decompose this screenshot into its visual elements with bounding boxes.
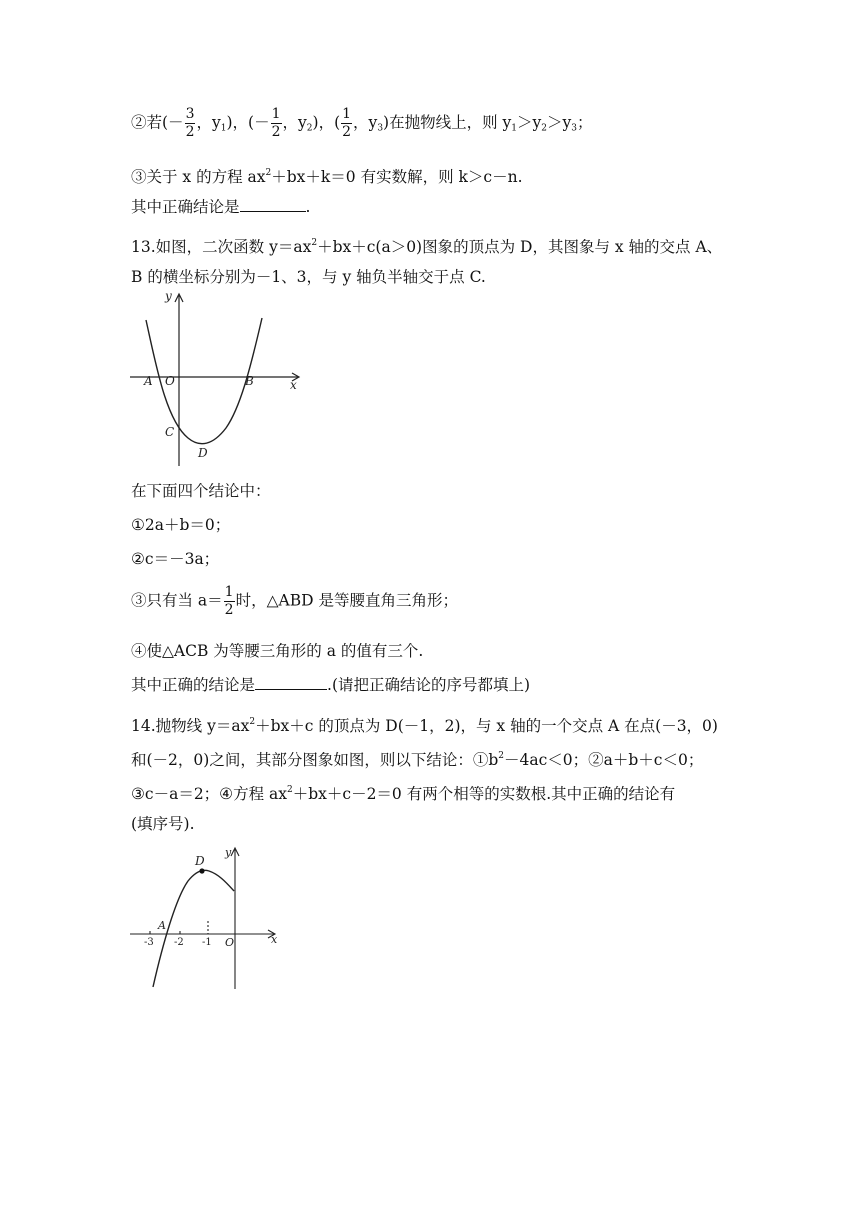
q14-line-2 [131,746,703,770]
text: ＞y [547,113,572,132]
text: ＋bx＋k＝0 有实数解，则 k＞c－n. [271,168,523,186]
q14-line-3 [131,780,675,804]
fraction [271,106,282,141]
text: ； [577,113,593,132]
tick-label-neg1: -1 [202,937,212,948]
text: ＋bx＋c－2＝0 有两个相等的实数根.其中正确的结论有 [292,785,676,803]
point-d-label: D [198,446,208,460]
q13-conclusion-2: ②c＝－3a； [131,550,220,568]
q13-conclusion-4: ④使△ACB 为等腰三角形的 a 的值有三个. [131,642,424,660]
x-label: x [271,933,278,946]
fraction [185,106,196,141]
subscript: 2 [541,123,548,134]
text: ，y [196,113,221,132]
answer-blank[interactable] [240,197,306,212]
q14-line-4: (填序号). [131,815,195,833]
point-b-label: B [245,374,254,388]
q13-conclusion-3 [131,584,458,619]
superscript: 2 [311,238,318,248]
point-d-label: D [195,854,205,868]
origin-label: O [165,374,175,388]
subscript: 3 [571,123,578,134]
superscript: 2 [249,717,256,727]
subscript: 2 [306,123,313,134]
answer-blank[interactable] [255,675,327,690]
x-label: x [290,378,297,392]
text: ③只有当 a＝ [131,591,223,610]
frac-den: 2 [224,602,234,618]
frac-num: 1 [224,584,234,600]
text: 时，△ABD 是等腰直角三角形； [235,591,458,610]
text: －4ac＜0；②a＋b＋c＜0； [503,751,704,769]
text: ＋bx＋c 的顶点为 D(－1，2)，与 x 轴的一个交点 A 在点(－3，0) [255,717,718,735]
point-a-label: A [158,919,166,932]
q14-line-1 [131,712,718,736]
q13-answer [131,675,530,695]
y-label: y [225,846,232,859]
subscript: 1 [220,123,227,134]
vertex-dot [199,868,204,873]
q13-line-1 [131,233,722,257]
text: )，(－ [226,113,270,132]
y-label: y [165,290,172,303]
text: 和(－2，0)之间，其部分图象如图，则以下结论：①b [131,751,499,769]
frac-num: 1 [342,106,352,122]
text: ＞y [517,113,542,132]
superscript: 2 [498,751,504,761]
q13-conclusion-1: ①2a＋b＝0； [131,516,231,534]
frac-num: 3 [185,106,195,122]
frac-num: 1 [271,106,281,122]
text: )，( [312,113,341,132]
text: )在抛物线上，则 y [383,113,512,132]
text: 其中正确结论是 [131,198,240,216]
text: ③关于 x 的方程 ax [131,168,266,186]
superscript: 2 [265,168,272,178]
q13-line-2: B 的横坐标分别为－1、3，与 y 轴负半轴交于点 C. [131,268,486,286]
text: 13.如图，二次函数 y＝ax [131,238,312,256]
tick-label-neg2: -2 [174,937,184,948]
text: ②若(－ [131,113,184,132]
fraction [224,584,235,619]
figure-parabola-q13 [128,290,308,470]
origin-label: O [225,936,235,949]
line-answer-12 [131,197,310,217]
text: 14.抛物线 y＝ax [131,717,250,735]
frac-den: 2 [185,124,195,140]
point-a-label: A [144,374,153,388]
tick-label-neg3: -3 [144,937,154,948]
subscript: 1 [511,123,518,134]
superscript: 2 [286,785,293,795]
text: ＋bx＋c(a＞0)图象的顶点为 D，其图象与 x 轴的交点 A、 [317,238,723,256]
frac-den: 2 [271,124,281,140]
frac-den: 2 [342,124,352,140]
text: 其中正确的结论是 [131,676,256,694]
text: . [305,198,311,216]
figure-parabola-q14 [128,843,288,993]
line-condition-3 [131,163,523,187]
subscript: 3 [377,123,384,134]
point-c-label: C [165,425,175,439]
fraction [341,106,352,141]
q13-line-3: 在下面四个结论中： [131,482,271,500]
text: ，y [353,113,378,132]
text: ③c－a＝2；④方程 ax [131,785,287,803]
text: .(请把正确结论的序号都填上) [327,676,531,694]
line-condition-2 [131,106,593,141]
text: ，y [282,113,307,132]
